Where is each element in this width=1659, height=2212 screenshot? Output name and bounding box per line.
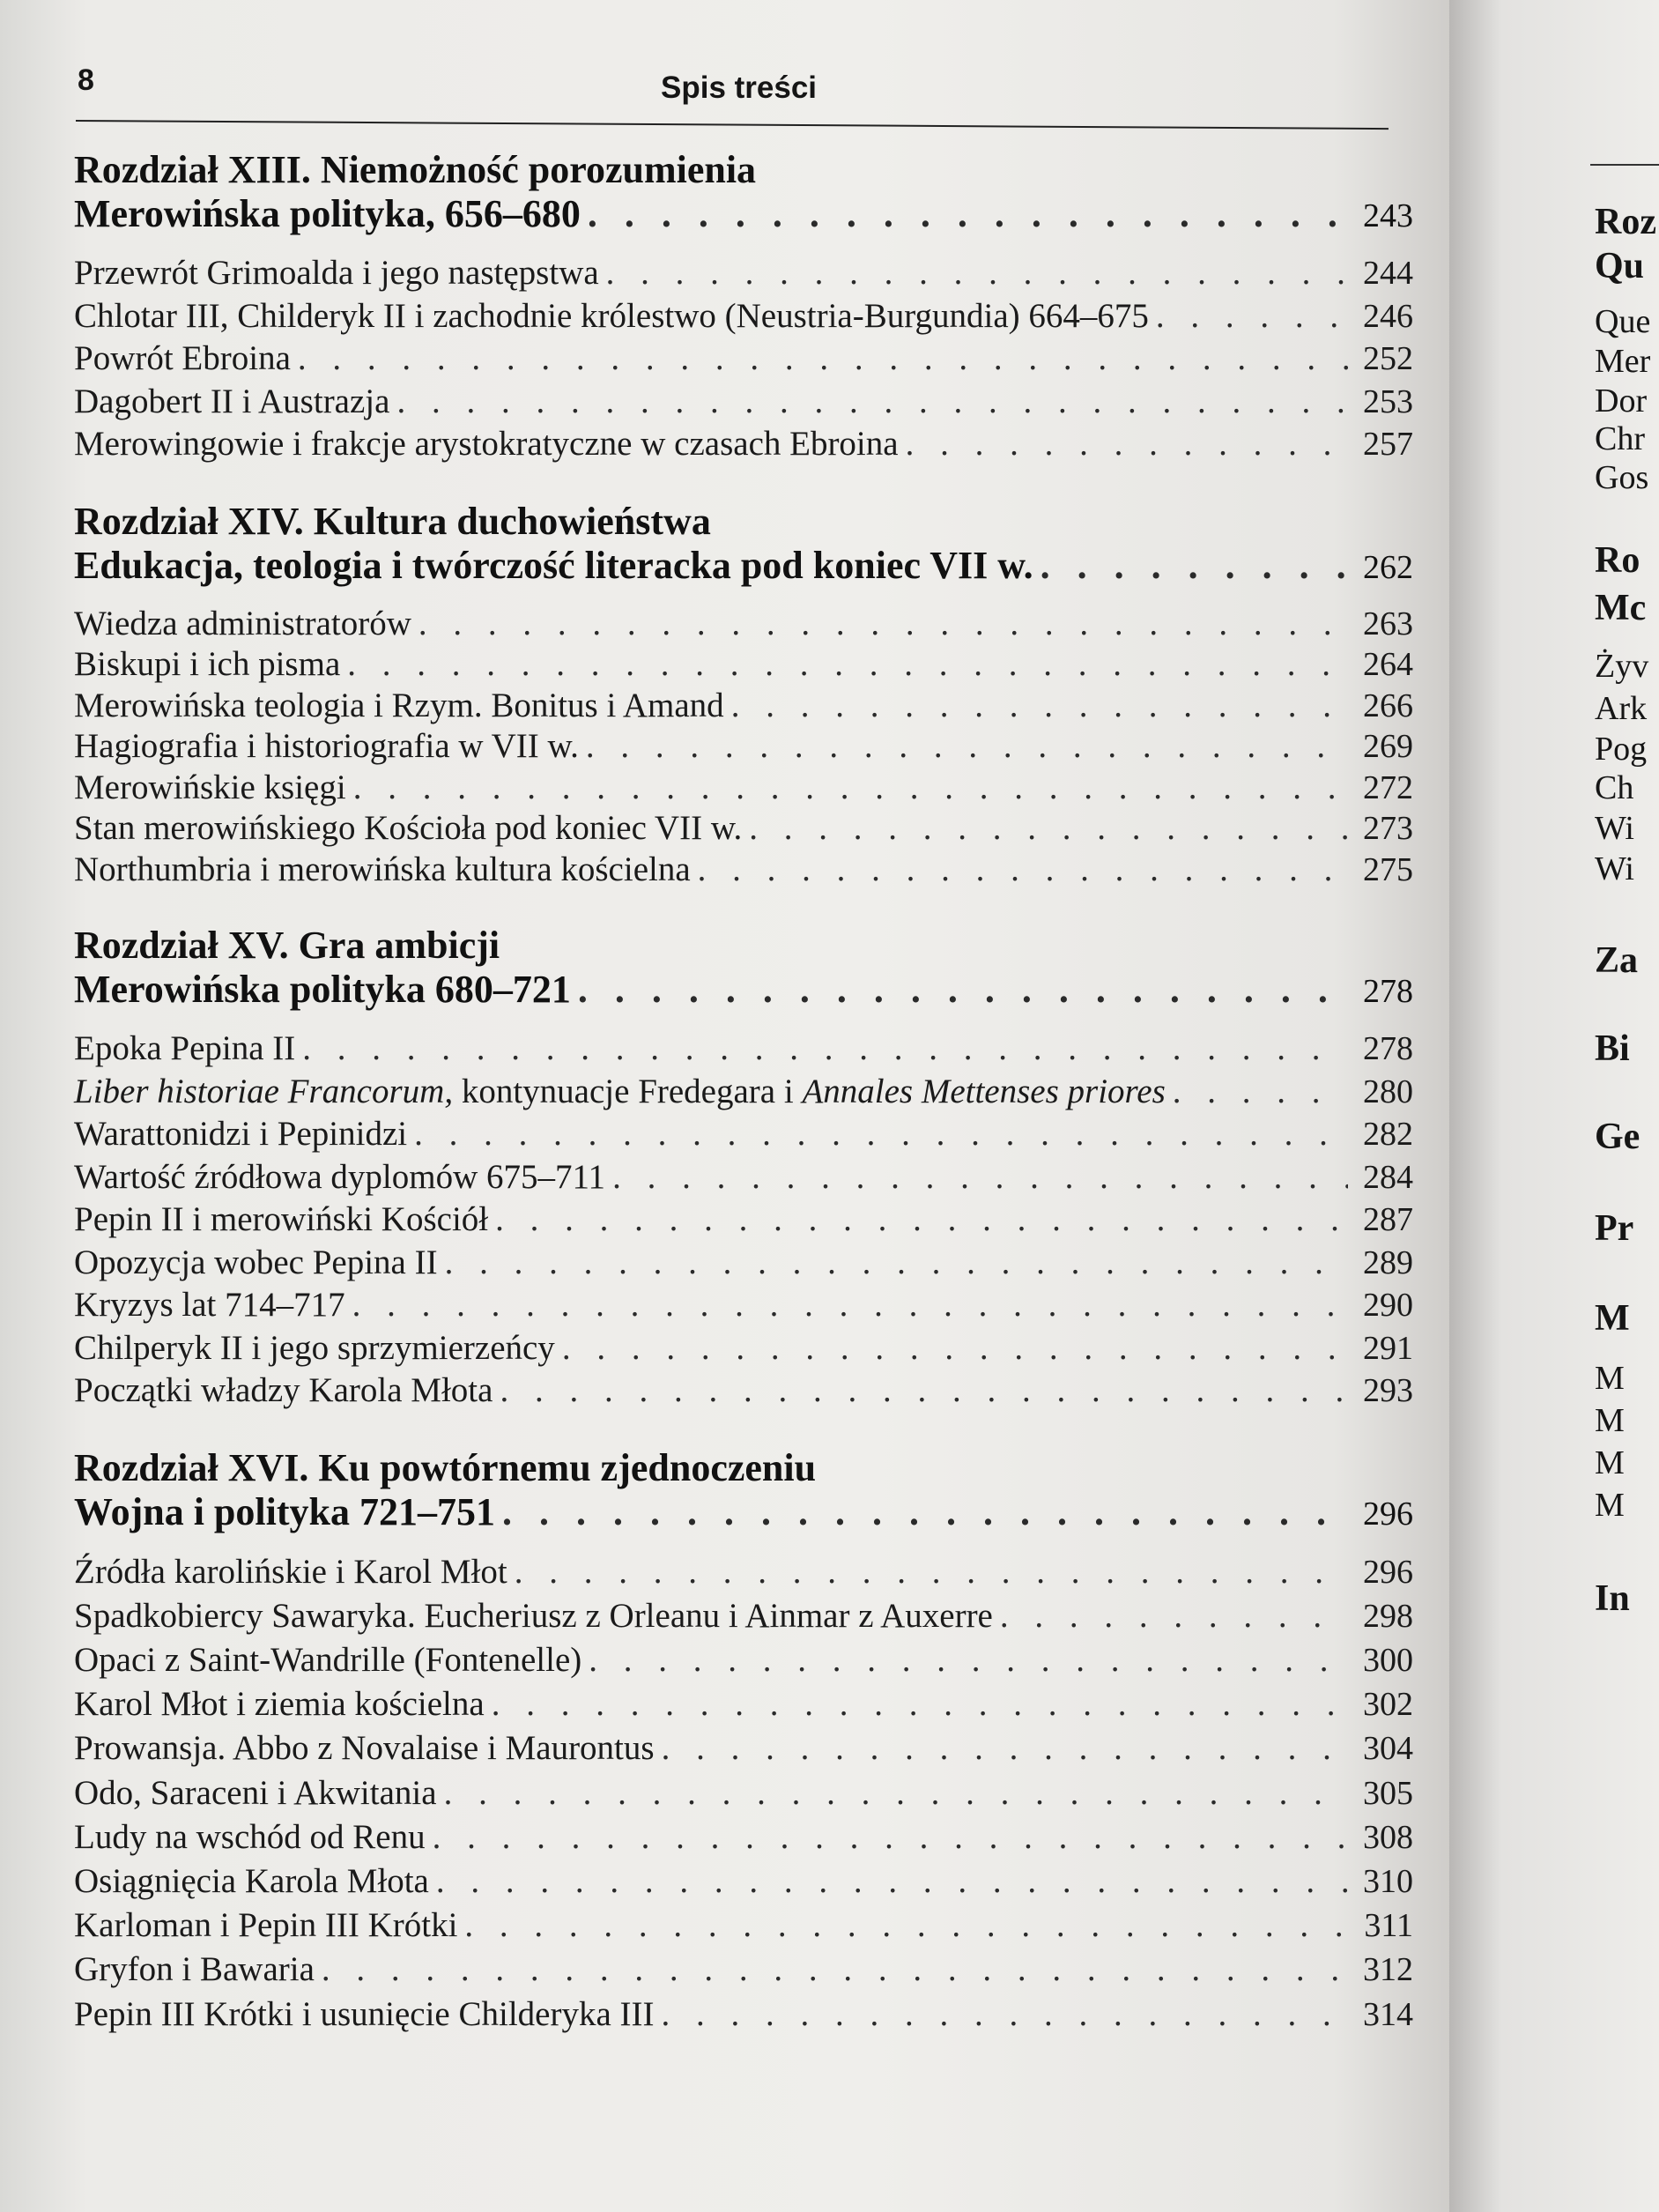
fragment: Roz <box>1595 202 1656 242</box>
chapter-subtitle: Merowińska polityka, 656–680 . . . 243 <box>74 192 1413 238</box>
toc-entry: Opaci z Saint-Wandrille (Fontenelle) . . . 300 <box>74 1638 1413 1682</box>
chapter-subtitle: Edukacja, teologia i twórczość literacka pod koniec VII w. . . . 262 <box>74 544 1413 590</box>
toc-entry: Pepin III Krótki i usunięcie Childeryka III . . . 314 <box>74 1993 1413 2037</box>
toc-entry: Biskupi i ich pisma . . . 264 <box>74 644 1413 686</box>
toc-entry: Powrót Ebroina . . . 252 <box>74 338 1413 381</box>
fragment: Que <box>1595 303 1651 340</box>
fragment: Bi <box>1595 1028 1630 1069</box>
toc-entry: Kryzys lat 714–717 . . . 290 <box>74 1284 1413 1327</box>
page-ref: 262 <box>1363 548 1413 586</box>
fragment: Mc <box>1595 588 1647 628</box>
fragment: Dor <box>1595 382 1648 419</box>
toc-entry: Odo, Saraceni i Akwitania . . . 305 <box>74 1771 1413 1815</box>
fragment: Żyv <box>1595 648 1649 685</box>
toc-entry: Northumbria i merowińska kultura kościelna . . . 275 <box>74 850 1413 891</box>
chapter-title: Rozdział XVI. Ku powtórnemu zjednoczeniu <box>74 1445 817 1489</box>
toc-entry: Merowińska teologia i Rzym. Bonitus i Amand . . . 266 <box>74 686 1413 727</box>
toc-entry: Gryfon i Bawaria . . . 312 <box>74 1948 1413 1992</box>
page-ref: 278 <box>1363 973 1413 1010</box>
toc-entry: Merowingowie i frakcje arystokratyczne w czasach Ebroina . . . 257 <box>74 423 1413 466</box>
toc-entry: Prowansja. Abbo z Novalaise i Maurontus . . . 304 <box>74 1726 1413 1770</box>
page-ref: 243 <box>1363 197 1413 234</box>
table-of-contents <box>74 148 1413 2070</box>
fragment: M <box>1595 1402 1625 1439</box>
fragment: Qu <box>1595 246 1645 286</box>
fragment: Pr <box>1595 1208 1634 1249</box>
toc-entry: Początki władzy Karola Młota . . . 293 <box>74 1370 1413 1413</box>
fragment: Wi <box>1595 810 1634 847</box>
chapter-title: Rozdział XIV. Kultura duchowieństwa <box>74 499 711 543</box>
toc-entry: Liber historiae Francorum, kontynuacje Fredegara i Annales Mettenses priores . . . 280 <box>74 1071 1413 1114</box>
toc-entry: Chlotar III, Childeryk II i zachodnie królestwo (Neustria-Burgundia) 664–675 . . . 246 <box>74 295 1413 338</box>
toc-entry: Stan merowińskiego Kościoła pod koniec VII w. . . . 273 <box>74 808 1413 850</box>
toc-entry: Hagiografia i historiografia w VII w. . . . 269 <box>74 726 1413 768</box>
toc-entry: Wartość źródłowa dyplomów 675–711 . . . 284 <box>74 1156 1413 1199</box>
toc-entry: Osiągnięcia Karola Młota . . . 310 <box>74 1859 1413 1904</box>
fragment: Pog <box>1595 731 1648 768</box>
header-rule <box>76 120 1389 130</box>
toc-entry: Karol Młot i ziemia kościelna . . . 302 <box>74 1682 1413 1726</box>
toc-entry: Merowińskie księgi . . . 272 <box>74 768 1413 809</box>
toc-entry: Pepin II i merowiński Kościół . . . 287 <box>74 1199 1413 1242</box>
chapter-title: Rozdział XIII. Niemożność porozumienia <box>74 148 757 191</box>
fragment: Ge <box>1595 1117 1640 1157</box>
toc-entry: Chilperyk II i jego sprzymierzeńcy . . . 291 <box>74 1327 1413 1370</box>
fragment: M <box>1595 1360 1625 1397</box>
toc-entry: Karloman i Pepin III Krótki . . . 311 <box>74 1904 1413 1948</box>
fragment: Ark <box>1595 690 1648 727</box>
fragment: Gos <box>1595 459 1649 496</box>
toc-entry: Spadkobiercy Sawaryka. Eucheriusz z Orleanu i Ainmar z Auxerre . . . 298 <box>74 1594 1413 1638</box>
chapter-xv <box>74 924 1413 1413</box>
chapter-xvi <box>74 1446 1413 2037</box>
toc-entry: Opozycja wobec Pepina II . . . 289 <box>74 1242 1413 1285</box>
page-ref: 296 <box>1363 1495 1413 1533</box>
fragment: M <box>1595 1298 1630 1339</box>
fragment: Ro <box>1595 540 1640 581</box>
toc-entry: Dagobert II i Austrazja . . . 253 <box>74 381 1413 424</box>
toc-entry: Ludy na wschód od Renu . . . 308 <box>74 1815 1413 1859</box>
toc-entry: Epoka Pepina II . . . 278 <box>74 1028 1413 1071</box>
fragment: Ch <box>1595 769 1634 806</box>
toc-entry: Przewrót Grimoalda i jego następstwa . . . 244 <box>74 252 1413 295</box>
chapter-subtitle: Merowińska polityka 680–721 . . . 278 <box>74 968 1413 1013</box>
toc-entry: Wiedza administratorów . . . 263 <box>74 604 1413 645</box>
chapter-subtitle: Wojna i polityka 721–751 . . . 296 <box>74 1490 1413 1536</box>
fragment: Mer <box>1595 343 1651 380</box>
fragment: M <box>1595 1487 1625 1524</box>
chapter-title: Rozdział XV. Gra ambicji <box>74 924 500 967</box>
running-title: Spis treści <box>661 71 818 105</box>
fragment: Za <box>1595 940 1639 981</box>
fragment: In <box>1595 1578 1630 1619</box>
chapter-xiii <box>74 148 1413 466</box>
right-page-rule <box>1590 164 1659 166</box>
fragment: M <box>1595 1444 1625 1481</box>
toc-entry: Źródła karolińskie i Karol Młot . . . 296 <box>74 1550 1413 1594</box>
fragment: Chr <box>1595 420 1645 457</box>
fragment: Wi <box>1595 850 1634 887</box>
page-number: 8 <box>78 63 94 97</box>
toc-entry: Warattonidzi i Pepinidzi . . . 282 <box>74 1113 1413 1156</box>
chapter-xiv <box>74 500 1413 891</box>
